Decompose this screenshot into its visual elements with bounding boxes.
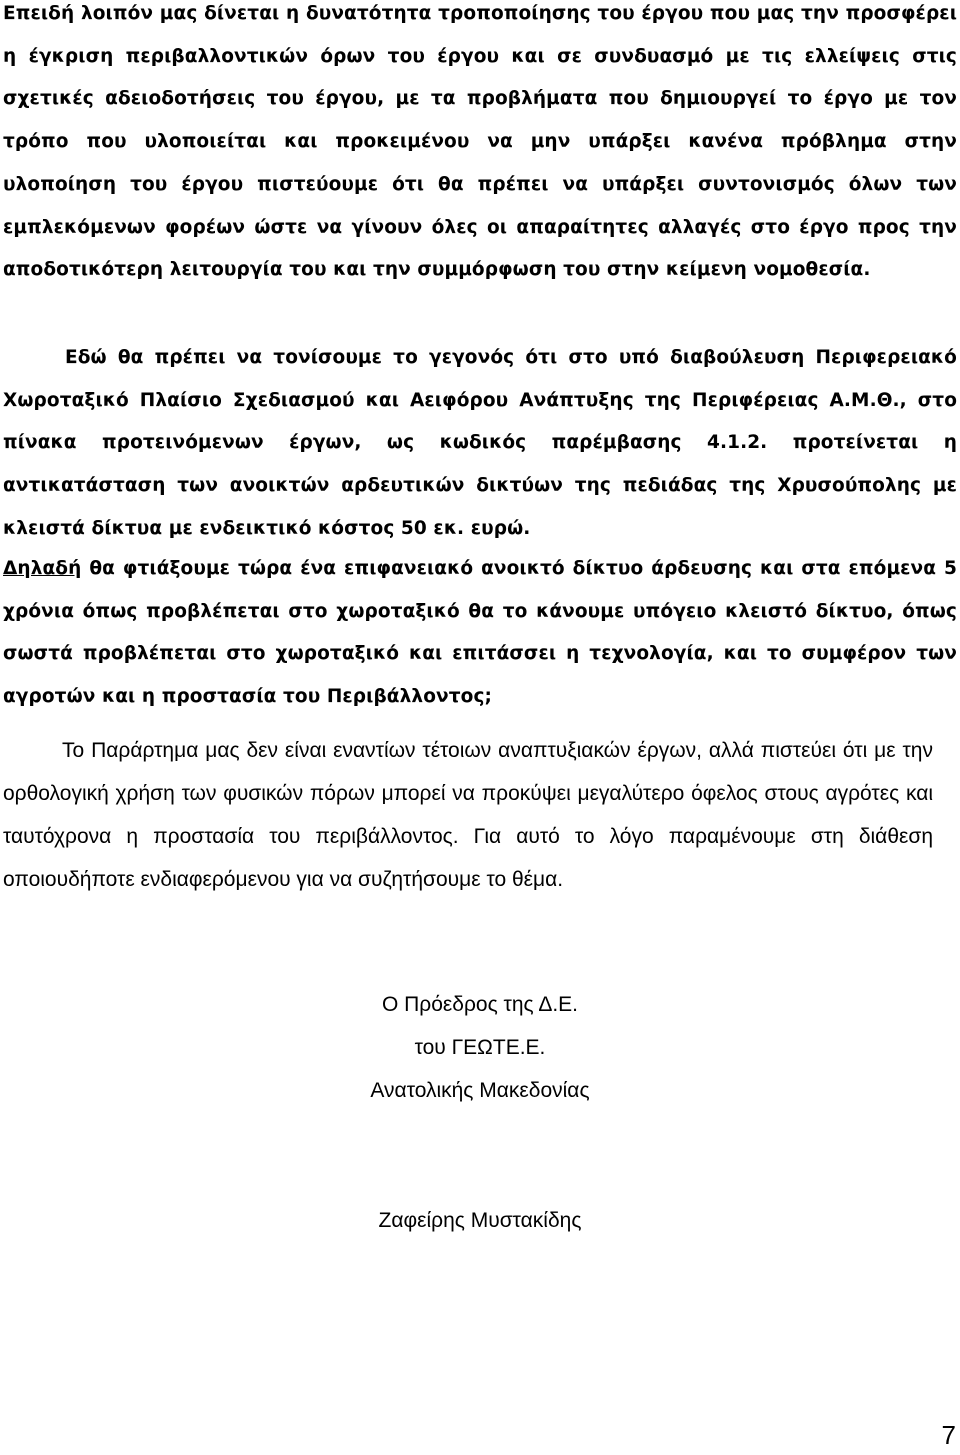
signature-title-line-3: Ανατολικής Μακεδονίας — [370, 1079, 590, 1102]
signature-title-line-1: Ο Πρόεδρος της Δ.Ε. — [381, 993, 579, 1016]
paragraph-4: Το Παράρτημα μας δεν είναι εναντίων τέτοιων αναπτυξιακών έργων, αλλά πιστεύει ότι με την ορθολογική χρήση των φυσικών πόρων μπορεί να προκύψει μεγαλύτερο όφελος στους αγρότες και ταυτόχρονα η προστασία του περιβάλλοντος. Για αυτό το λόγο παραμένουμε στη διάθεση οποιουδήποτε ενδιαφερόμενου για να συζητήσουμε το θέμα. — [3, 739, 933, 891]
signature-title-block — [0, 983, 960, 1112]
paragraph-3-text: θα φτιάξουμε τώρα ένα επιφανειακό ανοικτό δίκτυο άρδευσης και στα επόμενα 5 χρόνια όπως προβλέπεται στο χωροταξικό θα το κάνουμε υπόγειο κλειστό δίκτυο, όπως σωστά προβλέπεται στο χωροταξικό και επιτάσσει η τεχνολογία, και το συμφέρον των αγροτών και η προστασία του Περιβάλλοντος; — [3, 558, 957, 708]
page-number: 7 — [941, 1420, 956, 1450]
paragraph-2: Εδώ θα πρέπει να τονίσουμε το γεγονός ότι στο υπό διαβούλευση Περιφερειακό Χωροταξικό Πλαίσιο Σχεδιασμού και Αειφόρου Ανάπτυξης της Περιφέρειας Α.Μ.Θ., στο πίνακα προτεινόμενων έργων, ως κωδικός παρέμβασης 4.1.2. προτείνεται η αντικατάσταση των ανοικτών αρδευτικών δικτύων της πεδιάδας της Χρυσούπολης με κλειστά δίκτυα με ενδεικτικό κόστος 50 εκ. ευρώ. — [3, 347, 957, 539]
paragraph-1: Επειδή λοιπόν μας δίνεται η δυνατότητα τροποποίησης του έργου που μας την προσφέρει η έγκριση περιβαλλοντικών όρων του έργου και σε συνδυασμό με τις ελλείψεις στις σχετικές αδειοδοτήσεις του έργου, με τα προβλήματα που δημιουργεί το έργο με τον τρόπο που υλοποιείται και προκειμένου να μην υπάρξει κανένα πρόβλημα στην υλοποίηση του έργου πιστεύουμε ότι θα πρέπει να υπάρξει συντονισμός όλων των εμπλεκόμενων φορέων ώστε να γίνουν όλες οι απαραίτητες αλλαγές στο έργο προς την αποδοτικότερη λειτουργία του και την συμμόρφωση του στην κείμενη νομοθεσία. — [3, 3, 957, 281]
paragraph-3-underlined-word: Δηλαδή — [3, 558, 82, 579]
signatory-name: Ζαφείρης Μυστακίδης — [378, 1209, 582, 1232]
paragraph-3 — [3, 548, 957, 719]
signature-title-line-2: του ΓΕΩΤΕ.Ε. — [414, 1036, 546, 1059]
